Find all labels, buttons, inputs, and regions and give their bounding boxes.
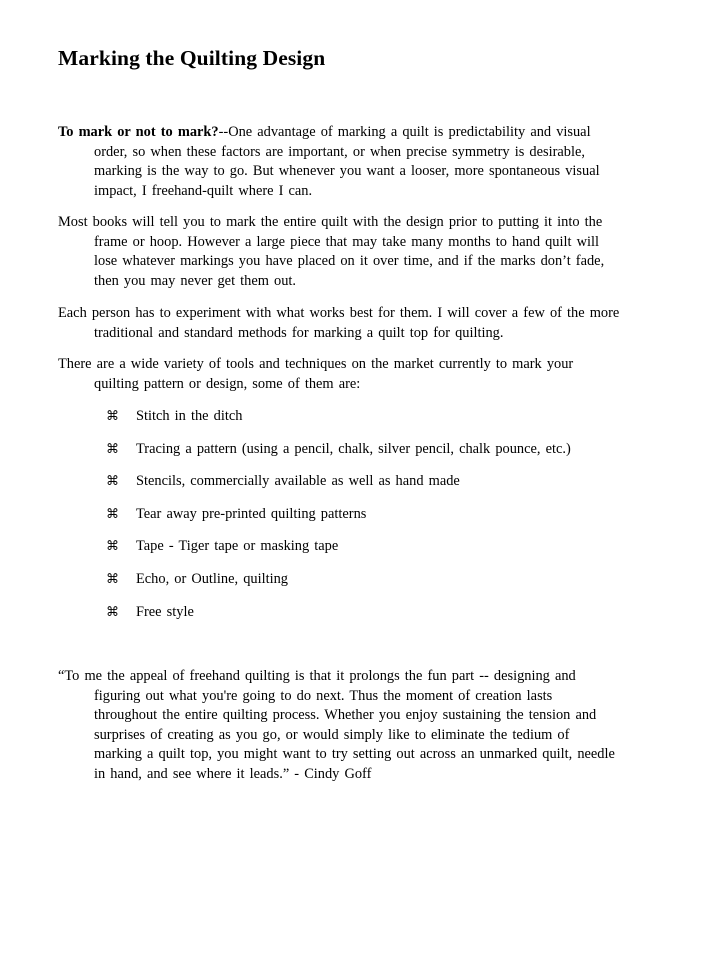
paragraph-line: Most books will tell you to mark the entire quilt with the design prior to putting it into the bbox=[58, 214, 603, 230]
quote-line: in hand, and see where it leads.” - Cindy Goff bbox=[94, 765, 372, 782]
paragraph-line: lose whatever markings you have placed on it over time, and if the marks don’t fade, bbox=[94, 253, 605, 270]
paragraph-line: marking is the way to go. But whenever you want a looser, more spontaneous visual bbox=[94, 163, 600, 180]
paragraph-line: impact, I freehand-quilt where I can. bbox=[94, 182, 313, 199]
paragraph-line: frame or hoop. However a large piece that may take many months to hand quilt will bbox=[94, 233, 599, 250]
paragraph-each-person bbox=[58, 304, 658, 343]
quote-line: surprises of creating as you go, or would simply like to eliminate the tedium of bbox=[94, 726, 570, 743]
paragraph-tools-intro bbox=[58, 355, 658, 394]
marking-methods-list bbox=[106, 406, 571, 634]
command-symbol-icon: ⌘ bbox=[106, 441, 119, 457]
page-title: Marking the Quilting Design bbox=[58, 46, 326, 70]
quote-line: “To me the appeal of freehand quilting is that it prolongs the fun part -- designing and bbox=[58, 668, 576, 684]
paragraph-lead: To mark or not to mark? bbox=[58, 124, 219, 140]
command-symbol-icon: ⌘ bbox=[106, 409, 119, 424]
paragraph-line: quilting pattern or design, some of them are: bbox=[94, 375, 361, 392]
command-symbol-icon: ⌘ bbox=[106, 571, 119, 587]
command-symbol-icon: ⌘ bbox=[106, 604, 119, 620]
list-item: ⌘ Stitch in the ditch bbox=[106, 406, 571, 439]
command-symbol-icon: ⌘ bbox=[106, 539, 119, 555]
quote-line: figuring out what you're going to do next. Thus the moment of creation lasts bbox=[94, 687, 553, 704]
paragraph-line: There are a wide variety of tools and techniques on the market currently to mark your bbox=[58, 356, 574, 372]
list-item: ⌘ Tear away pre-printed quilting patterns bbox=[106, 504, 571, 537]
list-item: ⌘ Stencils, commercially available as well as hand made bbox=[106, 471, 571, 504]
command-symbol-icon: ⌘ bbox=[106, 506, 119, 522]
list-item: ⌘ Tape - Tiger tape or masking tape bbox=[106, 536, 571, 569]
quote-line: marking a quilt top, you might want to try setting out across an unmarked quilt, needle bbox=[94, 746, 615, 763]
quote-line: throughout the entire quilting process. Whether you enjoy sustaining the tension and bbox=[94, 707, 597, 724]
paragraph-line: traditional and standard methods for marking a quilt top for quilting. bbox=[94, 324, 504, 341]
command-symbol-icon: ⌘ bbox=[106, 474, 119, 490]
list-item: ⌘ Echo, or Outline, quilting bbox=[106, 569, 571, 602]
list-item: ⌘ Tracing a pattern (using a pencil, chalk, silver pencil, chalk pounce, etc.) bbox=[106, 439, 571, 472]
paragraph-line: then you may never get them out. bbox=[94, 272, 297, 289]
paragraph-most-books bbox=[58, 213, 658, 291]
cindy-goff-quote bbox=[58, 667, 658, 785]
paragraph-line: order, so when these factors are important, or when precise symmetry is desirable, bbox=[94, 143, 585, 160]
paragraph-to-mark bbox=[58, 123, 658, 201]
list-item: ⌘ Free style bbox=[106, 602, 571, 635]
paragraph-line: To mark or not to mark?--One advantage of marking a quilt is predictability and visual bbox=[58, 124, 591, 140]
paragraph-line: Each person has to experiment with what works best for them. I will cover a few of the more bbox=[58, 305, 620, 321]
